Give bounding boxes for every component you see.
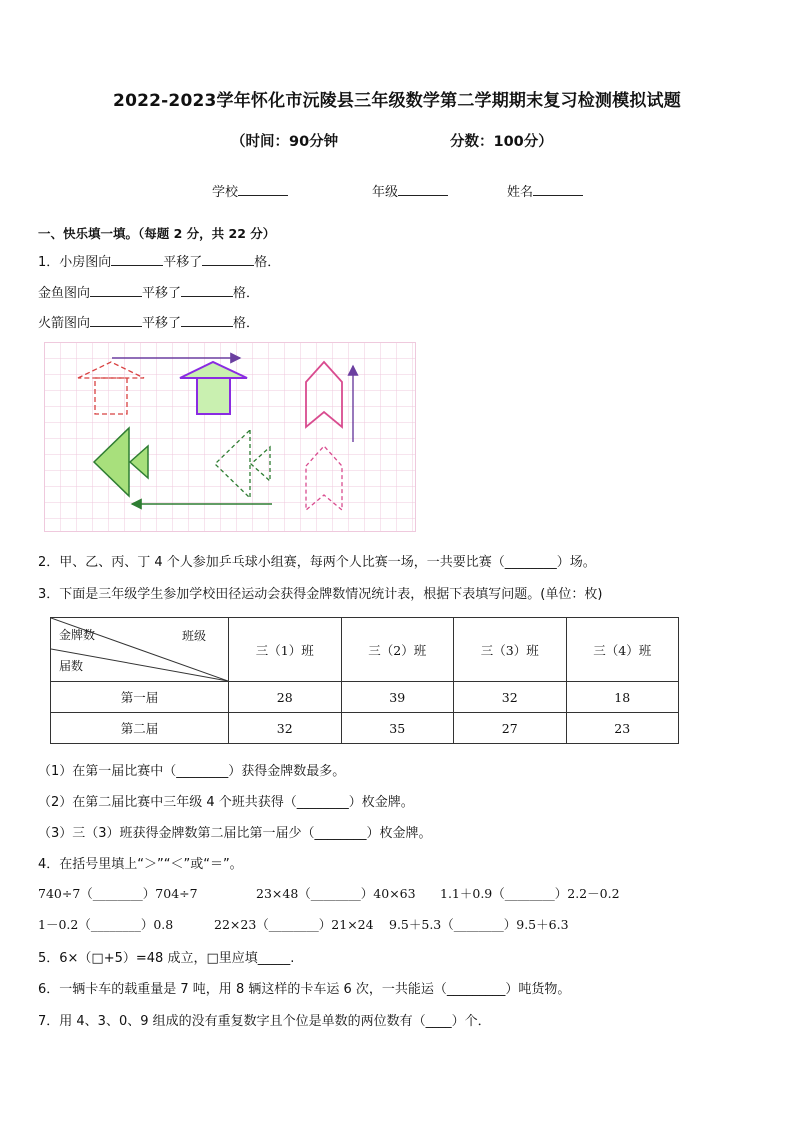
exam-time: （时间：90分钟: [231, 134, 339, 150]
translation-grid-figure: [44, 342, 416, 532]
table-row: [51, 713, 679, 744]
table-cell: 27: [454, 713, 567, 744]
compare-item: 23×48（________）40×63: [256, 886, 416, 901]
table-cell: 23: [566, 713, 679, 744]
page-title: 2022-2023学年怀化市沅陵县三年级数学第二学期期末复习检测模拟试题: [113, 91, 681, 111]
table-cell: 32: [229, 713, 342, 744]
corner-label-session: 届数: [59, 659, 84, 673]
section-heading: 一、快乐填一填。（每题 2 分，共 22 分）: [38, 226, 276, 241]
question-5: 5．6×（□+5）=48 成立，□里应填_____.: [38, 951, 295, 966]
table-cell: 28: [229, 682, 342, 713]
question-3: 3．下面是三年级学生参加学校田径运动会获得金牌数情况统计表，根据下表填写问题。(单位：枚): [38, 587, 603, 602]
table-cell: 18: [566, 682, 679, 713]
question-2: 2．甲、乙、丙、丁 4 个人参加乒乓球小组赛，每两个人比赛一场，一共要比赛（________）场。: [38, 555, 596, 570]
grade-field: 年级: [372, 181, 448, 200]
exam-score: 分数：100分）: [450, 134, 553, 150]
table-cell: 39: [341, 682, 454, 713]
question-1-line-3: 火箭图向 平移了 格．: [38, 316, 260, 331]
question-1-line-1: 1．小房图向 平移了 格．: [38, 255, 281, 270]
table-row: [51, 682, 679, 713]
compare-item: 22×23（________）21×24: [214, 917, 374, 932]
column-header: 三（1）班: [229, 618, 342, 682]
question-6: 6．一辆卡车的载重量是 7 吨，用 8 辆这样的卡车运 6 次，一共能运（_________）吨货物。: [38, 982, 571, 997]
corner-label-medals: 金牌数: [59, 628, 96, 642]
question-4: 4．在括号里填上“＞”“＜”或“＝”。: [38, 857, 243, 872]
table-cell: 35: [341, 713, 454, 744]
question-3-sub-3: （3）三（3）班获得金牌数第二届比第一届少（________）枚金牌。: [38, 826, 432, 841]
row-label: 第二届: [51, 713, 229, 744]
compare-item: 740÷7（________）704÷7: [38, 886, 198, 901]
column-header: 三（3）班: [454, 618, 567, 682]
compare-item: 1－0.2（________）0.8: [38, 917, 174, 932]
row-label: 第一届: [51, 682, 229, 713]
corner-label-class: 班级: [181, 629, 206, 643]
compare-item: 9.5＋5.3（________）9.5＋6.3: [389, 917, 569, 932]
question-7: 7．用 4、3、0、9 组成的没有重复数字且个位是单数的两位数有（____）个．: [38, 1014, 491, 1029]
compare-item: 1.1＋0.9（________）2.2－0.2: [440, 886, 620, 901]
medal-stats-table: [50, 617, 679, 744]
column-header: 三（2）班: [341, 618, 454, 682]
column-header: 三（4）班: [566, 618, 679, 682]
question-1-line-2: 金鱼图向 平移了 格．: [38, 286, 260, 301]
name-field: 姓名: [507, 181, 583, 200]
question-3-sub-1: （1）在第一届比赛中（________）获得金牌数最多。: [38, 764, 346, 779]
table-corner-header: [51, 618, 229, 682]
question-3-sub-2: （2）在第二届比赛中三年级 4 个班共获得（________）枚金牌。: [38, 795, 414, 810]
school-field: 学校: [212, 181, 288, 200]
table-cell: 32: [454, 682, 567, 713]
